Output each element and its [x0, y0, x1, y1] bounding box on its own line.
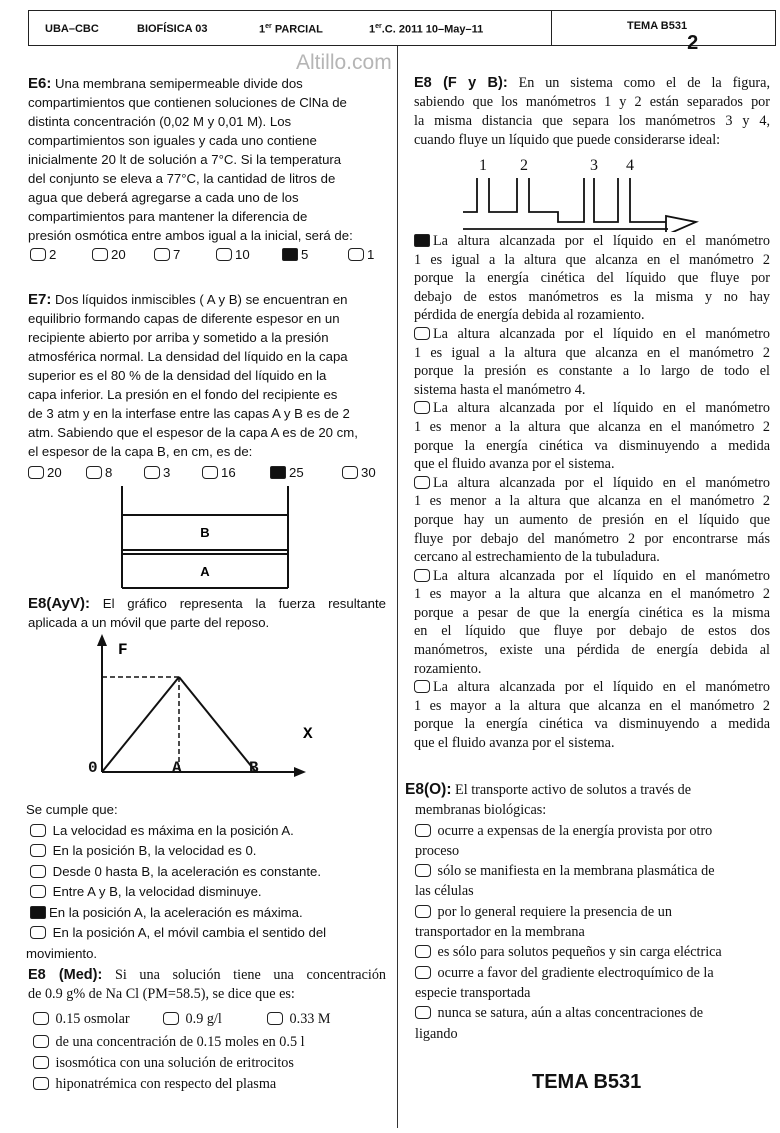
- layer-b-label: B: [200, 525, 210, 540]
- option[interactable]: La altura alcanzada por el líquido en el manómetro 1 es mayor a la altura que alcanza en el manómetro 2 porque la energía cinética va disminuyendo a medida que el fluido avanza por el sistema.: [414, 679, 770, 752]
- option[interactable]: isosmótica con una solución de eritrocitos: [33, 1053, 383, 1074]
- manometer-diagram: [458, 152, 708, 232]
- header-subject: BIOFÍSICA 03: [137, 23, 208, 35]
- option[interactable]: 0.15 osmolar: [33, 1011, 163, 1028]
- checkbox[interactable]: [415, 945, 431, 958]
- option[interactable]: es sólo para solutos pequeños y sin carga eléctrica: [415, 942, 773, 962]
- option[interactable]: 5: [282, 247, 348, 262]
- checkbox[interactable]: [415, 966, 431, 979]
- checkbox[interactable]: [163, 1012, 179, 1025]
- header-tema: TEMA B531 2: [627, 20, 699, 54]
- option[interactable]: En la posición A, la aceleración es máxima.: [26, 903, 386, 924]
- option[interactable]: Entre A y B, la velocidad disminuye.: [26, 882, 386, 903]
- exam-header: [28, 10, 776, 54]
- option[interactable]: La altura alcanzada por el líquido en el manómetro 1 es menor a la altura que alcanza en el manómetro 2 porque la energía cinética va disminuyendo a medida que el fluido avanza por el sistema.: [414, 400, 770, 473]
- option[interactable]: 20: [28, 465, 86, 480]
- e8-ayv-options: Se cumple que: La velocidad es máxima en la posición A. En la posición B, la velocidad es 0. Desde 0 hasta B, la aceleración es constante. Entre A y B, la velocidad disminuye. En la posición A, la aceleración es máxima. En la posición A, el móvil cambia el sentido del movimiento.: [26, 800, 386, 964]
- e6-options: [30, 247, 374, 262]
- question-label: E8(AyV):: [28, 595, 90, 612]
- option[interactable]: 16: [202, 465, 270, 480]
- origin-label: 0: [88, 759, 98, 777]
- checkbox[interactable]: [33, 1012, 49, 1025]
- e7-options: [28, 465, 376, 480]
- checkbox[interactable]: [30, 844, 46, 857]
- option[interactable]: La altura alcanzada por el líquido en el manómetro 1 es mayor a la altura que alcanza en el manómetro 2 porque a pesar de que la energía cinética es la misma en el líquido que fluye por debajo de estos dos manómetros, existe una pérdida de energía debida al rozamiento.: [414, 567, 770, 677]
- option[interactable]: nunca se satura, aún a altas concentraciones de ligando: [415, 1005, 704, 1042]
- header-university: UBA–CBC: [45, 23, 99, 35]
- checkbox[interactable]: [415, 824, 431, 837]
- option[interactable]: La altura alcanzada por el líquido en el manómetro 1 es menor a la altura que alcanza en el manómetro 2 porque hay un aumento de presión en el líquido que fluye por debajo del manómetro 2 por encontrarse más cercano al estrechamiento de la tubuladura.: [414, 474, 770, 566]
- e8-fyb-options: [414, 232, 770, 753]
- checkbox[interactable]: [154, 248, 170, 261]
- checkbox[interactable]: [33, 1035, 49, 1048]
- checkbox[interactable]: [348, 248, 364, 261]
- header-divider: [551, 11, 552, 45]
- option[interactable]: 20: [92, 247, 154, 262]
- option[interactable]: ocurre a expensas de la energía provista por otro proceso: [415, 822, 713, 859]
- question-e6: E6: Una membrana semipermeable divide dos compartimientos que contienen soluciones de ClNa de distinta concentración (0,02 M y 0,01 M). Los compartimientos son iguales y cada uno contiene inicialmente 20 lt de solución a 7°C. Si la temperatura del conjunto se eleva a 77°C, la cantidad de litros de agua que deberá agregarse a cada uno de los compartimientos para mantener la diferencia de presión osmótica entre ambos igual a la inicial, será de:: [28, 75, 353, 243]
- question-label: E8(O):: [405, 781, 452, 798]
- option[interactable]: 1: [348, 247, 374, 262]
- checkbox[interactable]: [30, 885, 46, 898]
- option[interactable]: por lo general requiere la presencia de un transportador en la membrana: [415, 903, 672, 941]
- checkbox[interactable]: [216, 248, 232, 261]
- checkbox[interactable]: [342, 466, 358, 479]
- manometer-3-label: 3: [590, 157, 598, 174]
- force-graph: [78, 632, 328, 782]
- question-e8-fyb: E8 (F y B): En un sistema como el de la figura, sabiendo que los manómetros 1 y 2 están separados por la misma distancia que separa los manómetros 3 y 4, cuando fluye un líquido que puede considerarse ideal:: [414, 75, 770, 148]
- checkbox[interactable]: [415, 905, 431, 918]
- checkbox[interactable]: [30, 824, 46, 837]
- checkbox[interactable]: [202, 466, 218, 479]
- checkbox[interactable]: [414, 476, 430, 489]
- option[interactable]: de una concentración de 0.15 moles en 0.5 l: [33, 1032, 383, 1053]
- checkbox[interactable]: [415, 864, 431, 877]
- checkbox[interactable]: [144, 466, 160, 479]
- manometer-4-label: 4: [626, 157, 634, 174]
- question-e8-o: E8(O): El transporte activo de solutos a través de membranas biológicas: ocurre a expensas de la energía provista por otro proceso sólo se manifiesta en la membrana plasmática de las células por lo general requiere la presencia de un transportador en la membrana es sólo para solutos pequeños y sin carga eléctrica ocurre a favor del gradiente electroquímico de la especie transportada nunca se satura, aún a altas concentraciones de ligando: [405, 780, 773, 1044]
- question-label: E8 (F y B):: [414, 75, 508, 91]
- question-e8-med: E8 (Med): Si una solución tiene una concentración de 0.9 g% de Na Cl (PM=58.5), se dice que es:: [28, 967, 387, 1002]
- manometer-2-label: 2: [520, 157, 528, 174]
- option[interactable]: 30: [342, 465, 376, 480]
- e8-med-options: [33, 1032, 383, 1095]
- option[interactable]: En la posición B, la velocidad es 0.: [26, 841, 386, 862]
- option[interactable]: La altura alcanzada por el líquido en el manómetro 1 es igual a la altura que alcanza en el manómetro 2 porque la energía cinética del líquido que fluye por debajo de estos manómetros es la misma y no hay pérdida de energía debida al rozamiento.: [414, 233, 770, 324]
- checkbox[interactable]: [33, 1056, 49, 1069]
- checkbox[interactable]: [86, 466, 102, 479]
- option[interactable]: 7: [154, 247, 216, 262]
- option[interactable]: La velocidad es máxima en la posición A.: [26, 821, 386, 842]
- option[interactable]: Desde 0 hasta B, la aceleración es constante.: [26, 862, 386, 883]
- header-cycle: 1er.C. 2011 10–May–11: [369, 23, 484, 36]
- option[interactable]: 25: [270, 465, 342, 480]
- checkbox[interactable]: [267, 1012, 283, 1025]
- footer-tema: TEMA B531: [532, 1071, 642, 1093]
- question-label: E8 (Med):: [28, 967, 103, 983]
- question-e7: E7: Dos líquidos inmiscibles ( A y B) se encuentran en equilibrio formando capas de diferente espesor en un recipiente abierto por arriba y sometido a la presión atmosférica normal. La densidad del líquido en la capa superior es el 80 % de la densidad del líquido en la capa inferior. La presión en el fondo del recipiente es de 3 atm y en la interfase entre las capas A y B es de 2 atm. Sabiendo que el espesor de la capa A es de 20 cm, el espesor de la capa B, en cm, es de:: [28, 291, 358, 459]
- manometer-1-label: 1: [479, 157, 487, 174]
- checkbox[interactable]: [30, 865, 46, 878]
- checkbox[interactable]: [28, 466, 44, 479]
- option[interactable]: 0.9 g/l: [163, 1011, 267, 1028]
- x-axis-label: X: [303, 725, 313, 743]
- checkbox-checked[interactable]: [282, 248, 298, 261]
- point-a-label: A: [172, 759, 182, 777]
- checkbox[interactable]: [33, 1077, 49, 1090]
- option[interactable]: 8: [86, 465, 144, 480]
- option[interactable]: ocurre a favor del gradiente electroquímico de la especie transportada: [415, 964, 714, 1001]
- checkbox[interactable]: [414, 569, 430, 582]
- prompt: Se cumple que:: [26, 802, 118, 817]
- option[interactable]: 10: [216, 247, 282, 262]
- e8-med-options-row: [33, 1011, 331, 1028]
- checkbox[interactable]: [414, 327, 430, 340]
- point-b-label: B: [249, 759, 259, 777]
- option[interactable]: 2: [30, 247, 92, 262]
- question-label: E6:: [28, 75, 52, 92]
- column-divider: [397, 46, 398, 1128]
- header-exam: 1er PARCIAL: [259, 23, 323, 36]
- container-diagram: [112, 484, 298, 592]
- question-e8-ayv: E8(AyV): El gráfico representa la fuerza resultante aplicada a un móvil que parte del reposo.: [28, 595, 386, 630]
- layer-a-label: A: [200, 564, 210, 579]
- checkbox[interactable]: [415, 1006, 431, 1019]
- checkbox[interactable]: [30, 926, 46, 939]
- checkbox-checked[interactable]: [30, 906, 46, 919]
- option[interactable]: hiponatrémica con respecto del plasma: [33, 1074, 383, 1095]
- option[interactable]: 0.33 M: [267, 1011, 331, 1028]
- option[interactable]: En la posición A, el móvil cambia el sentido del: [26, 923, 386, 944]
- checkbox[interactable]: [414, 680, 430, 693]
- checkbox[interactable]: [30, 248, 46, 261]
- checkbox-checked[interactable]: [270, 466, 286, 479]
- watermark: Altillo.com: [296, 51, 392, 74]
- option[interactable]: La altura alcanzada por el líquido en el manómetro 1 es igual a la altura que alcanza en el manómetro 2 porque la presión es constante a lo largo de todo el sistema hasta el manómetro 4.: [414, 325, 770, 398]
- checkbox[interactable]: [414, 401, 430, 414]
- option[interactable]: 3: [144, 465, 202, 480]
- checkbox-checked[interactable]: [414, 234, 430, 247]
- y-axis-label: F: [118, 641, 128, 659]
- checkbox[interactable]: [92, 248, 108, 261]
- option[interactable]: sólo se manifiesta en la membrana plasmática de las células: [415, 863, 715, 900]
- question-label: E7:: [28, 291, 52, 308]
